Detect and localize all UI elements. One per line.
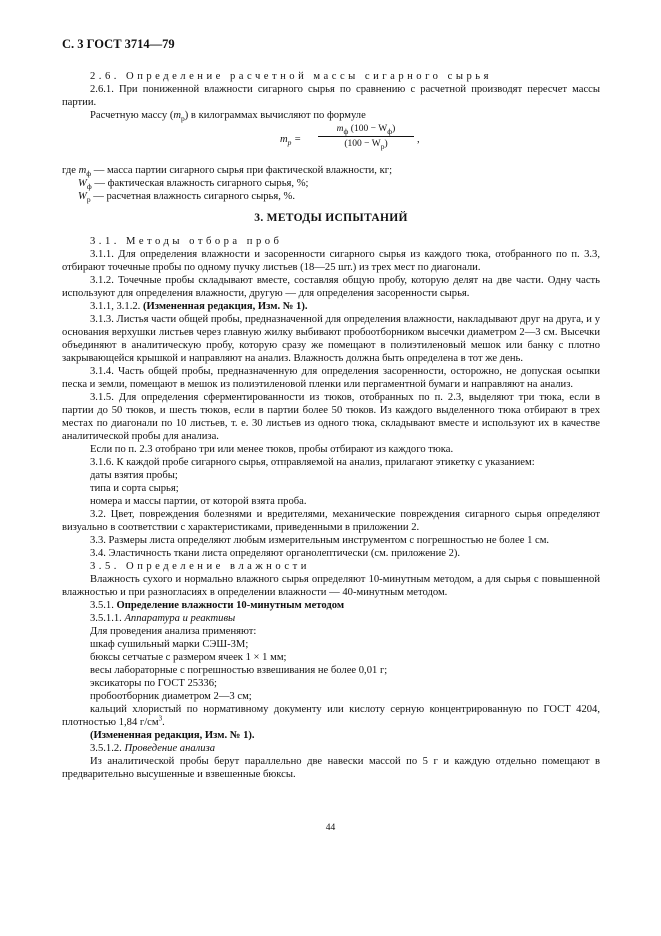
paragraph-3-5-1-2: Из аналитической пробы берут параллельно две навески массой по 5 г и каждую отдельно помещают в предварительно высушенные и взвешенные бюксы. bbox=[62, 756, 600, 780]
formula-fraction bbox=[318, 123, 414, 150]
paragraph-3-4: 3.4. Эластичность ткани листа определяют органолептически (см. приложение 2). bbox=[90, 548, 461, 559]
page-header: С. 3 ГОСТ 3714—79 bbox=[62, 37, 175, 51]
label-item: типа и сорта сырья; bbox=[90, 483, 179, 494]
paragraph-3-1-3: 3.1.3. Листья части общей пробы, предназначенной для определения влажности, накладывают друг на друга, и у основания верхушки листьев через главную жилку выбивают пробоотборником высечки диаметром 2—3 см. Высечки объединяют в аналитическую пробу, которую сразу же помещают в полиэтиленовый мешок или банку с плотно закрывающейся крышкой и направляют на анализ. Влажность должна быть определена в тот же день. bbox=[62, 314, 600, 364]
edit-note-2: (Измененная редакция, Изм. № 1). bbox=[90, 730, 255, 741]
paragraph-3-1-2: 3.1.2. Точечные пробы складывают вместе, составляя общую пробу, которую делят на две части. Одну часть используют для определения влажности, другую — для определения засоренности сырья. bbox=[62, 275, 600, 299]
apparatus-item: весы лабораторные с погрешностью взвешивания не более 0,01 г; bbox=[90, 665, 388, 676]
apparatus-intro: Для проведения анализа применяют: bbox=[90, 626, 257, 637]
label-item: номера и массы партии, от которой взята проба. bbox=[90, 496, 307, 507]
apparatus-item: эксикаторы по ГОСТ 25336; bbox=[90, 678, 217, 689]
paragraph-3-1-6: 3.1.6. К каждой пробе сигарного сырья, отправляемой на анализ, прилагают этикетку с указанием: bbox=[90, 457, 535, 468]
mass-formula bbox=[62, 122, 600, 160]
definition-wr: $W_р$ — расчетная влажность сигарного сырья, %. bbox=[78, 191, 296, 205]
section-3-5-1-title: 3.5.1. Определение влажности 10-минутным методом bbox=[90, 600, 345, 611]
paragraph-3-3: 3.3. Размеры листа определяют любым измерительным инструментом с погрешностью не более 1 см. bbox=[90, 535, 550, 546]
section-3-5-1-2-title: 3.5.1.2. Проведение анализа bbox=[90, 743, 216, 754]
formula-definitions bbox=[62, 164, 600, 203]
formula-numerator: $m_ф$ $(100 - W_ф)$ bbox=[318, 123, 414, 137]
section-3-5-1-1-title: 3.5.1.1. Аппаратура и реактивы bbox=[90, 613, 236, 624]
label-item: даты взятия пробы; bbox=[90, 470, 178, 481]
paragraph-calc: Расчетную массу $(m_р)$ в килограммах вычисляют по формуле bbox=[90, 110, 366, 124]
section-3-heading: 3. МЕТОДЫ ИСПЫТАНИЙ bbox=[254, 212, 408, 224]
apparatus-item: шкаф сушильный марки СЭШ-3М; bbox=[90, 639, 249, 650]
section-3-5-title: 3.5. Определение влажности bbox=[90, 561, 310, 572]
paragraph-3-1-1: 3.1.1. Для определения влажности и засоренности сигарного сырья из каждого тюка, отобранного по п. 3.3, отбирают точечные пробы по одному пучку листьев (18—25 шт.) из трех мест по диагонали. bbox=[62, 249, 600, 273]
section-2-6-title: 2.6. Определение расчетной массы сигарного сырья bbox=[90, 71, 492, 82]
section-3-1-title: 3.1. Методы отбора проб bbox=[90, 236, 283, 247]
apparatus-item-calcium: кальций хлористый по нормативному документу или кислоту серную концентрированную по ГОСТ 4204, плотностью 1,84 $г/см^3$. bbox=[62, 704, 600, 728]
formula-comma: , bbox=[417, 134, 420, 145]
formula-lhs: $m_р$ = bbox=[280, 134, 302, 148]
edit-note-1: 3.1.1, 3.1.2. (Измененная редакция, Изм. № 1). bbox=[90, 301, 308, 312]
definition-wf: $W_ф$ — фактическая влажность сигарного сырья, %; bbox=[78, 178, 309, 192]
definition-mf: где $m_ф$ — масса партии сигарного сырья при фактической влажности, кг; bbox=[62, 165, 393, 179]
paragraph-2-6-1: 2.6.1. При пониженной влажности сигарного сырья по сравнению с расчетной производят пересчет массы партии. bbox=[62, 84, 600, 108]
paragraph-3-2: 3.2. Цвет, повреждения болезнями и вредителями, механические повреждения сигарного сырья определяют визуально в соответствии с характеристиками, приведенными в приложении 2. bbox=[62, 509, 600, 533]
paragraph-3-1-4: 3.1.4. Часть общей пробы, предназначенную для определения засоренности, осторожно, не допуская осыпки песка и земли, помещают в мешок из полиэтиленовой пленки или пергаментной бумаги и направляют на анализ. bbox=[62, 366, 600, 390]
page-content bbox=[62, 70, 600, 781]
apparatus-item: бюксы сетчатые с размером ячеек 1 × 1 мм; bbox=[90, 652, 287, 663]
formula-denominator: $(100 - W_р)$ bbox=[344, 139, 388, 151]
paragraph-3-5: Влажность сухого и нормально влажного сырья определяют 10-минутным методом, а для сырья с повышенной влажностью и при разногласиях в определении влажности — 40-минутным методом. bbox=[62, 574, 600, 598]
paragraph-3-1-5-b: Если по п. 2.3 отобрано три или менее тюков, пробы отбирают из каждого тюка. bbox=[90, 444, 454, 455]
page-number: 44 bbox=[325, 823, 336, 833]
paragraph-3-1-5: 3.1.5. Для определения сферментированности из тюков, отобранных по п. 2.3, выделяют три тюка, если в партии до 50 тюков, и шесть тюков, если в партии более 50 тюков. Из каждого выделенного тюка отбирают в трех местах по диагонали по 10 листьев, т. е. 30 листьев из одного тюка, складывают вместе и используют их в качестве аналитической пробы для анализа. bbox=[62, 392, 600, 442]
apparatus-item: пробоотборник диаметром 2—3 см; bbox=[90, 691, 252, 702]
